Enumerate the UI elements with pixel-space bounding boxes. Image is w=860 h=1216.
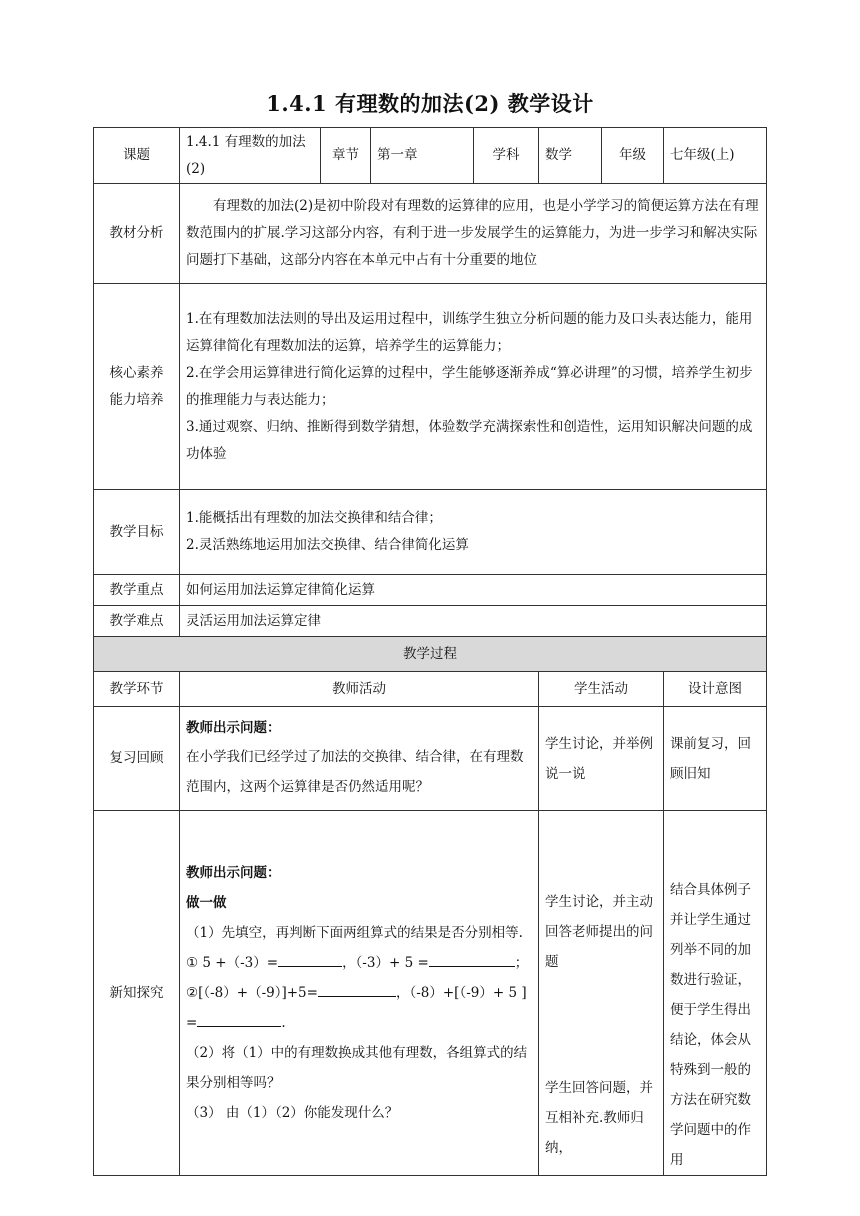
column-intent: 设计意图 — [664, 672, 767, 707]
explore-stage: 新知探究 — [94, 811, 180, 1176]
explore-equation-2 — [186, 978, 532, 1038]
objectives-label: 教学目标 — [94, 490, 180, 575]
explore-subheading: 做一做 — [186, 895, 227, 911]
difficulty-row — [94, 606, 767, 637]
column-student: 学生活动 — [539, 672, 664, 707]
key-point-text: 如何运用加法运算定律简化运算 — [180, 575, 767, 606]
explore-student-gap — [545, 977, 657, 1073]
explore-teacher — [180, 811, 539, 1176]
explore-row — [94, 811, 767, 1176]
grade-label: 年级 — [602, 128, 664, 184]
equation-2-part-b: ，（-8）+[（-9）+ 5 ]= — [186, 985, 527, 1031]
literacy-row — [94, 284, 767, 490]
explore-student — [539, 811, 664, 1176]
info-row — [94, 128, 767, 184]
literacy-item: 1.在有理数加法法则的导出及运用过程中，训练学生独立分析问题的能力及口头表达能力，能用运算律简化有理数加法的运算，培养学生的运算能力； — [186, 310, 753, 354]
column-stage: 教学环节 — [94, 672, 180, 707]
explore-intent — [664, 811, 767, 1176]
objectives-row — [94, 490, 767, 575]
analysis-paragraph: 有理数的加法(2)是初中阶段对有理数的运算律的应用，也是小学学习的简便运算方法在有理数范围内的扩展.学习这部分内容，有利于进一步发展学生的运算能力，为进一步学习和解决实际问题打下基础，这部分内容在本单元中占有十分重要的地位 — [186, 198, 759, 268]
objective-item: 2.灵活熟练地运用加法交换律、结合律简化运算 — [186, 537, 469, 553]
explore-intent-gap — [670, 811, 760, 875]
review-student-text: 学生讨论，并举例说一说 — [545, 735, 653, 782]
literacy-text — [180, 284, 767, 490]
literacy-item: 2.在学会用运算律进行简化运算的过程中，学生能够逐渐养成“算必讲理”的习惯，培养学生初步的推理能力与表达能力； — [186, 364, 753, 408]
equation-1-part-b: ，（-3）+ 5 = — [342, 955, 429, 971]
difficulty-label: 教学难点 — [94, 606, 180, 637]
process-header-row — [94, 637, 767, 672]
analysis-text — [180, 184, 767, 284]
answer-blank — [318, 982, 396, 997]
answer-blank — [429, 952, 515, 967]
explore-student-text-1: 学生讨论，并主动回答老师提出的问题 — [545, 894, 653, 970]
review-intent — [664, 707, 767, 811]
review-row — [94, 707, 767, 811]
review-intent-text: 课前复习，回顾旧知 — [670, 735, 751, 782]
objectives-text — [180, 490, 767, 575]
topic-value: 1.4.1 有理数的加法(2) — [180, 128, 321, 184]
explore-question-3: （3） 由（1）（2）你能发现什么？ — [186, 1105, 399, 1121]
equation-2-part-a: ②[（-8）+（-9）]+5= — [186, 985, 318, 1001]
literacy-label-line1: 核心素养 — [109, 364, 164, 381]
explore-question-2: （2）将（1）中的有理数换成其他有理数，各组算式的结果分别相等吗？ — [186, 1045, 528, 1091]
key-point-row — [94, 575, 767, 606]
difficulty-text: 灵活运用加法运算定律 — [180, 606, 767, 637]
answer-blank — [197, 1012, 281, 1027]
document-title: 1.4.1 有理数的加法(2) 教学设计 — [266, 91, 594, 116]
equation-1-part-a: ① 5 +（-3）= — [186, 955, 279, 971]
answer-blank — [278, 952, 342, 967]
grade-value: 七年级(上) — [664, 128, 767, 184]
equation-1-part-c: ； — [514, 955, 529, 971]
subject-label: 学科 — [474, 128, 539, 184]
lesson-plan-table — [93, 127, 767, 1176]
review-stage: 复习回顾 — [94, 707, 180, 811]
equation-2-part-c: . — [281, 1015, 286, 1031]
explore-question-1: （1）先填空，再判断下面两组算式的结果是否分别相等. — [186, 925, 523, 941]
explore-intent-text: 结合具体例子并让学生通过列举不同的加数进行验证，便于学生得出结论，体会从特殊到一般的方法在研究数学问题中的作用 — [670, 882, 751, 1168]
review-teacher-heading: 教师出示问题： — [186, 720, 281, 736]
review-teacher-text: 在小学我们已经学过了加法的交换律、结合律，在有理数范围内，这两个运算律是否仍然适用呢？ — [186, 749, 524, 795]
explore-teacher-heading: 教师出示问题： — [186, 865, 281, 881]
process-header: 教学过程 — [94, 637, 767, 672]
process-columns-row — [94, 672, 767, 707]
topic-label: 课题 — [94, 128, 180, 184]
explore-student-gap — [545, 823, 657, 887]
review-teacher — [180, 707, 539, 811]
column-teacher: 教师活动 — [180, 672, 539, 707]
analysis-row — [94, 184, 767, 284]
chapter-value: 第一章 — [371, 128, 474, 184]
review-student — [539, 707, 664, 811]
literacy-item: 3.通过观察、归纳、推断得到数学猜想，体验数学充满探索性和创造性，运用知识解决问题的成功体验 — [186, 418, 753, 462]
analysis-label: 教材分析 — [94, 184, 180, 284]
explore-equation-1 — [186, 948, 532, 978]
subject-value: 数学 — [539, 128, 602, 184]
key-point-label: 教学重点 — [94, 575, 180, 606]
objective-item: 1.能概括出有理数的加法交换律和结合律； — [186, 510, 442, 526]
literacy-label-line2: 能力培养 — [109, 391, 164, 408]
literacy-label — [94, 284, 180, 490]
chapter-label: 章节 — [321, 128, 371, 184]
explore-student-text-2: 学生回答问题，并互相补充.教师归纳， — [545, 1080, 653, 1156]
